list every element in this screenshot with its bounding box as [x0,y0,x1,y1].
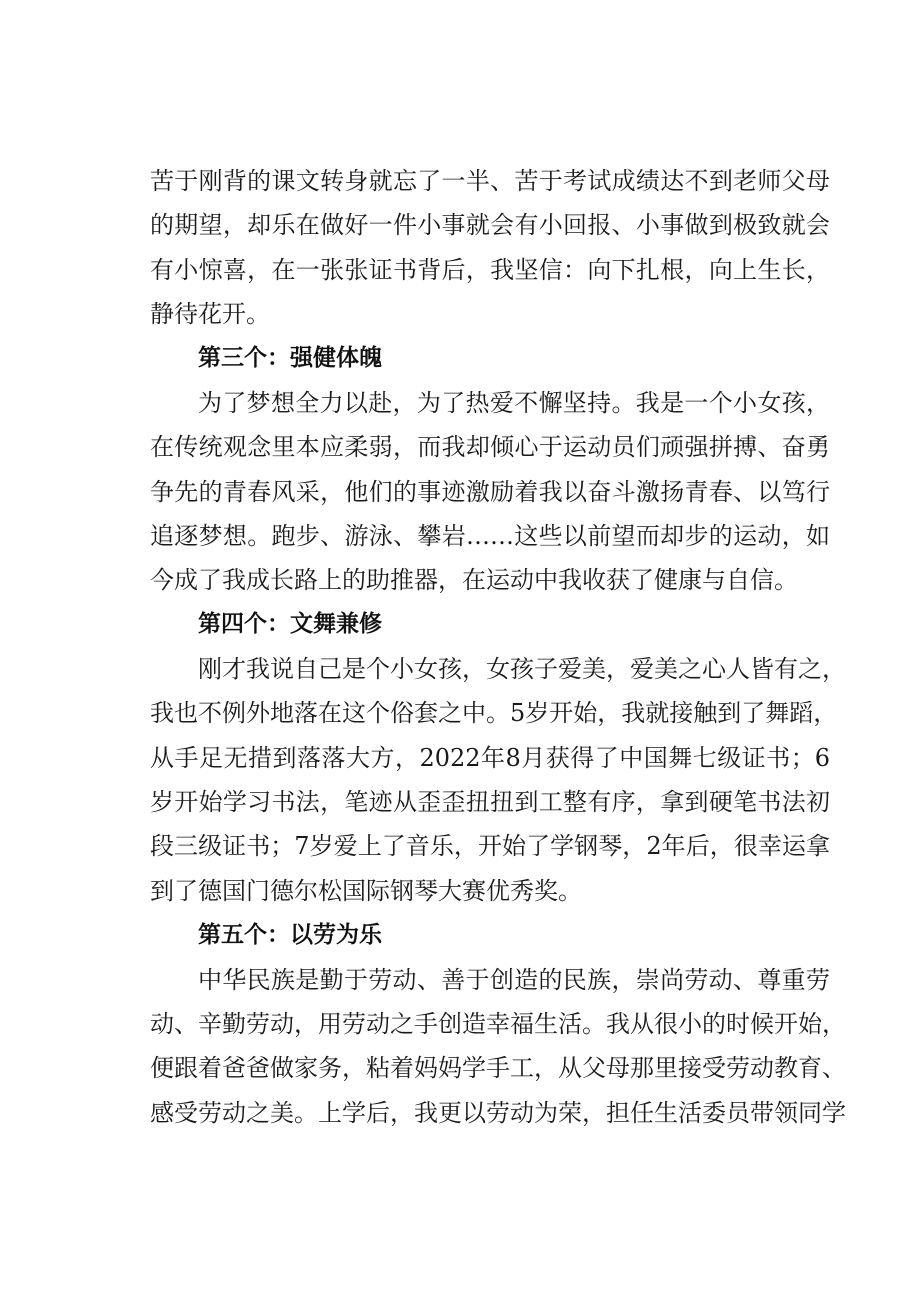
paragraph-line: 岁开始学习书法，笔迹从歪歪扭扭到工整有序，拿到硬笔书法初 [150,788,830,816]
paragraph-line: 到了德国门德尔松国际钢琴大赛优秀奖。 [150,877,582,905]
paragraph-line: 刚才我说自己是个小女孩，女孩子爱美，爱美之心人皆有之， [198,655,846,683]
paragraph-line: 感受劳动之美。上学后，我更以劳动为荣，担任生活委员带领同学 [150,1099,846,1127]
paragraph-line: 便跟着爸爸做家务，粘着妈妈学手工，从父母那里接受劳动教育、 [150,1054,846,1082]
paragraph-line: 的期望，却乐在做好一件小事就会有小回报、小事做到极致就会 [150,211,830,239]
paragraph-line: 中华民族是勤于劳动、善于创造的民族，崇尚劳动、尊重劳 [198,966,830,994]
paragraph-line: 追逐梦想。跑步、游泳、攀岩……这些以前望而却步的运动，如 [150,522,830,550]
paragraph-line: 我也不例外地落在这个俗套之中。5岁开始，我就接触到了舞蹈， [150,699,838,727]
section-heading: 第三个：强健体魄 [198,345,382,371]
section-heading: 第四个：文舞兼修 [198,611,382,637]
paragraph-line: 从手足无措到落落大方，2022年8月获得了中国舞七级证书；6 [150,744,830,772]
section-heading: 第五个：以劳为乐 [198,922,382,948]
paragraph-line: 争先的青春风采，他们的事迹激励着我以奋斗激扬青春、以笃行 [150,478,830,506]
paragraph-line: 苦于刚背的课文转身就忘了一半、苦于考试成绩达不到老师父母 [150,167,830,195]
paragraph-line: 在传统观念里本应柔弱，而我却倾心于运动员们顽强拼搏、奋勇 [150,433,830,461]
paragraph-line: 段三级证书；7岁爱上了音乐，开始了学钢琴，2年后，很幸运拿 [150,832,830,860]
paragraph-line: 今成了我成长路上的助推器，在运动中我收获了健康与自信。 [150,566,798,594]
paragraph-line: 动、辛勤劳动，用劳动之手创造幸福生活。我从很小的时候开始， [150,1010,846,1038]
paragraph-line: 静待花开。 [150,300,270,328]
paragraph-line: 有小惊喜，在一张张证书背后，我坚信：向下扎根，向上生长， [150,256,830,284]
paragraph-line: 为了梦想全力以赴，为了热爱不懈坚持。我是一个小女孩， [198,389,830,417]
